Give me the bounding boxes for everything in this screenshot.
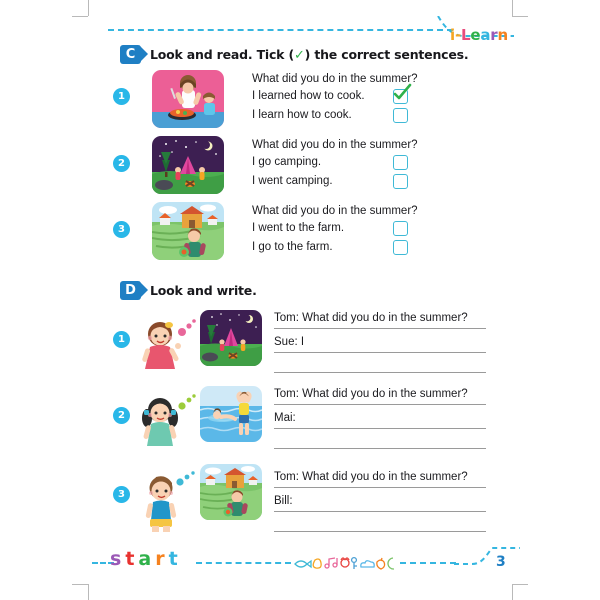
write-line-d1-3[interactable]: [274, 372, 486, 373]
brand-logo: [450, 26, 508, 44]
girl-pigtails-character: [136, 388, 198, 450]
prompt-d2: Tom: What did you do in the summer?: [274, 388, 468, 400]
write-line-d2-1[interactable]: [274, 404, 486, 405]
logo-letter: i: [450, 26, 455, 44]
camping-night-scene-thumbnail: [152, 136, 224, 194]
footer-rule-right: [400, 562, 456, 564]
start-letter: a: [138, 548, 156, 570]
checkbox-c1-2[interactable]: [393, 108, 408, 123]
logo-letter: L: [460, 26, 471, 44]
moon-icon: [388, 558, 394, 569]
section-c-title-pre: Look and read. Tick (: [150, 46, 294, 62]
logo-letter: e: [470, 26, 481, 44]
logo-letter: a: [480, 26, 491, 44]
crop-mark-top-right: [512, 0, 513, 16]
write-line-d1-2[interactable]: [274, 352, 486, 353]
camping-night-scene-thumbnail-d1: [200, 310, 262, 366]
fish-icon: [295, 561, 311, 567]
footer-rule-mid: [196, 562, 291, 564]
logo-letter: -: [454, 26, 461, 44]
section-c-header: [120, 45, 468, 64]
logo-letter: r: [490, 26, 498, 44]
question-c2: What did you do in the summer?: [252, 139, 418, 151]
farm-scene-thumbnail: [152, 202, 224, 260]
footer-start-word: [110, 548, 182, 570]
footer-decorations: [293, 554, 397, 572]
write-line-d1-1[interactable]: [274, 328, 486, 329]
crop-mark-bottom-left-h: [72, 584, 88, 585]
boy-blue-tank-character: [136, 466, 198, 532]
item-number-c2: 2: [113, 155, 130, 172]
flower-icon: [313, 559, 321, 568]
prompt-d1: Tom: What did you do in the summer?: [274, 312, 468, 324]
crop-mark-bottom-left: [88, 584, 89, 600]
question-c3: What did you do in the summer?: [252, 205, 418, 217]
answer-label-d2: Mai:: [274, 412, 296, 424]
answer-label-d1: Sue: I: [274, 336, 305, 348]
write-line-d3-3[interactable]: [274, 531, 486, 532]
crop-mark-bottom-right: [512, 584, 513, 600]
checkbox-c3-1[interactable]: [393, 221, 408, 236]
write-line-d3-1[interactable]: [274, 487, 486, 488]
start-letter: t: [168, 548, 182, 570]
swimming-pool-scene-thumbnail: [200, 386, 262, 442]
section-d-header: [120, 281, 257, 300]
option-c2-2-label: I went camping.: [252, 175, 333, 187]
footer-dashed-curve: [452, 542, 522, 574]
option-c1-1-label: I learned how to cook.: [252, 90, 365, 102]
checkmark-icon-c1-1: [392, 84, 412, 102]
answer-label-d3: Bill:: [274, 495, 293, 507]
apple-icon: [377, 558, 385, 569]
question-c1: What did you do in the summer?: [252, 73, 418, 85]
section-c-title: [150, 47, 468, 63]
flower-red-icon: [341, 558, 349, 567]
option-c1-2-label: I learn how to cook.: [252, 109, 352, 121]
crop-mark-top-left-h: [72, 16, 88, 17]
girl-red-dress-character: [136, 312, 198, 374]
item-number-d3: 3: [113, 486, 130, 503]
crop-mark-top-left: [88, 0, 89, 16]
write-line-d3-2[interactable]: [274, 511, 486, 512]
farm-scene-thumbnail-d3: [200, 464, 262, 520]
write-line-d2-2[interactable]: [274, 428, 486, 429]
item-number-c3: 3: [113, 221, 130, 238]
section-c-title-post: ) the correct sentences.: [304, 46, 469, 62]
write-line-d2-3[interactable]: [274, 448, 486, 449]
section-c-badge: C: [120, 45, 141, 64]
section-d-badge: D: [120, 281, 141, 300]
start-letter: r: [155, 548, 169, 570]
prompt-d3: Tom: What did you do in the summer?: [274, 471, 468, 483]
cloud-icon: [361, 561, 374, 567]
option-c3-2-label: I go to the farm.: [252, 241, 333, 253]
option-c2-1-label: I go camping.: [252, 156, 322, 168]
item-number-d2: 2: [113, 407, 130, 424]
item-number-d1: 1: [113, 331, 130, 348]
page-number: 3: [496, 554, 506, 570]
checkbox-c2-1[interactable]: [393, 155, 408, 170]
music-note-icon: [325, 558, 337, 568]
key-icon: [352, 558, 357, 569]
item-number-c1: 1: [113, 88, 130, 105]
check-icon: ✓: [293, 47, 305, 63]
checkbox-c2-2[interactable]: [393, 174, 408, 189]
checkbox-c3-2[interactable]: [393, 240, 408, 255]
section-d-title: Look and write.: [150, 283, 257, 298]
start-letter: t: [125, 548, 139, 570]
cooking-scene-thumbnail: [152, 70, 224, 128]
start-letter: s: [110, 548, 126, 570]
option-c3-1-label: I went to the farm.: [252, 222, 345, 234]
logo-letter: n: [497, 26, 508, 44]
crop-mark-bottom-right-h: [512, 584, 528, 585]
top-dashed-rule: [108, 29, 453, 31]
